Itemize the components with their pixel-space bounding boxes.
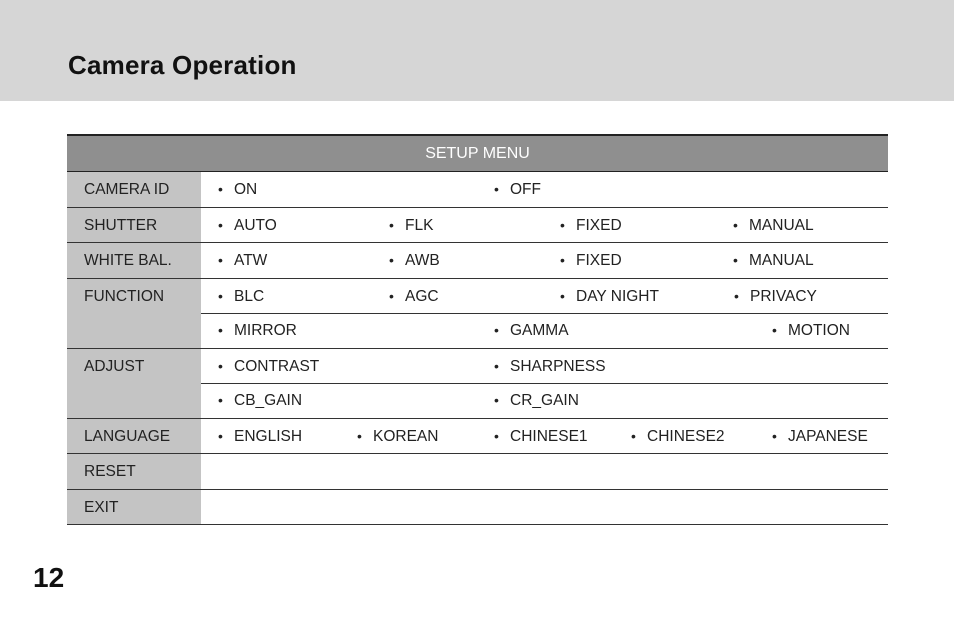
- menu-row-shutter: [67, 208, 888, 244]
- option-off: • OFF: [494, 181, 541, 198]
- menu-row-white-bal: [67, 243, 888, 279]
- menu-label-cell: [67, 313, 201, 348]
- bullet-icon: •: [494, 357, 499, 374]
- option-manual: • MANUAL: [733, 252, 814, 269]
- menu-row-adjust-cont: [67, 383, 888, 419]
- option-auto: • AUTO: [218, 216, 277, 234]
- option-motion: • MOTION: [772, 322, 850, 339]
- option-english: • ENGLISH: [218, 427, 303, 445]
- bullet-icon: •: [494, 392, 499, 408]
- menu-label-cell: [67, 490, 201, 525]
- option-agc: • AGC: [389, 287, 439, 305]
- menu-row-language: [67, 419, 888, 455]
- menu-label-cell: [67, 454, 201, 489]
- setup-menu-title-text: SETUP MENU: [425, 144, 530, 162]
- option-cr-gain: • CR_GAIN: [494, 392, 579, 409]
- bullet-icon: •: [494, 181, 499, 197]
- bullet-icon: •: [218, 216, 223, 233]
- option-korean: • KOREAN: [357, 427, 439, 445]
- menu-label-cell: [67, 172, 201, 207]
- menu-row-exit: [67, 490, 888, 526]
- menu-label-reset: RESET: [84, 463, 136, 480]
- page-title: Camera Operation: [68, 50, 297, 80]
- menu-row-adjust: [67, 349, 888, 384]
- option-chinese1: • CHINESE1: [494, 427, 588, 445]
- menu-label-cell: [67, 208, 201, 243]
- bullet-icon: •: [218, 287, 223, 304]
- option-mirror: • MIRROR: [218, 322, 297, 339]
- menu-label-shutter: SHUTTER: [84, 216, 158, 234]
- menu-label-camera-id: CAMERA ID: [84, 181, 170, 198]
- bullet-icon: •: [218, 392, 223, 408]
- bullet-icon: •: [494, 322, 499, 338]
- menu-label-language: LANGUAGE: [84, 427, 171, 445]
- bullet-icon: •: [733, 216, 738, 233]
- option-flk: • FLK: [389, 216, 434, 234]
- setup-menu-title: [67, 136, 888, 172]
- menu-row-reset: [67, 454, 888, 490]
- bullet-icon: •: [733, 252, 738, 268]
- menu-label-function: FUNCTION: [84, 287, 165, 305]
- bullet-icon: •: [772, 427, 777, 444]
- bullet-icon: •: [218, 181, 223, 197]
- bullet-icon: •: [218, 427, 223, 444]
- menu-label-adjust: ADJUST: [84, 357, 145, 375]
- bullet-icon: •: [560, 287, 565, 304]
- option-chinese2: • CHINESE2: [631, 427, 725, 445]
- option-manual: • MANUAL: [733, 216, 814, 234]
- option-cb-gain: • CB_GAIN: [218, 392, 303, 409]
- bullet-icon: •: [218, 252, 223, 268]
- bullet-icon: •: [734, 287, 739, 304]
- option-gamma: • GAMMA: [494, 322, 569, 339]
- bullet-icon: •: [357, 427, 362, 444]
- page-number: 12: [33, 562, 65, 593]
- option-japanese: • JAPANESE: [772, 427, 868, 445]
- bullet-icon: •: [389, 252, 394, 268]
- menu-label-white-bal: WHITE BAL.: [84, 252, 172, 269]
- setup-menu-table: [67, 134, 888, 525]
- option-atw: • ATW: [218, 252, 268, 269]
- bullet-icon: •: [494, 427, 499, 444]
- menu-label-cell: [67, 243, 201, 278]
- option-day-night: • DAY NIGHT: [560, 287, 659, 305]
- option-contrast: • CONTRAST: [218, 357, 320, 375]
- option-on: • ON: [218, 181, 258, 198]
- menu-label-cell: [67, 279, 201, 314]
- option-privacy: • PRIVACY: [734, 287, 817, 305]
- option-blc: • BLC: [218, 287, 265, 305]
- bullet-icon: •: [560, 216, 565, 233]
- menu-row-function-cont: [67, 313, 888, 349]
- menu-row-camera-id: [67, 172, 888, 208]
- menu-label-exit: EXIT: [84, 498, 119, 516]
- bullet-icon: •: [389, 287, 394, 304]
- menu-label-cell: [67, 383, 201, 418]
- menu-label-cell: [67, 419, 201, 454]
- menu-row-function: [67, 279, 888, 314]
- option-sharpness: • SHARPNESS: [494, 357, 606, 375]
- bullet-icon: •: [389, 216, 394, 233]
- bullet-icon: •: [772, 322, 777, 338]
- option-fixed: • FIXED: [560, 252, 622, 269]
- bullet-icon: •: [631, 427, 636, 444]
- bullet-icon: •: [560, 252, 565, 268]
- option-fixed: • FIXED: [560, 216, 622, 234]
- menu-label-cell: [67, 349, 201, 384]
- bullet-icon: •: [218, 322, 223, 338]
- bullet-icon: •: [218, 357, 223, 374]
- option-awb: • AWB: [389, 252, 440, 269]
